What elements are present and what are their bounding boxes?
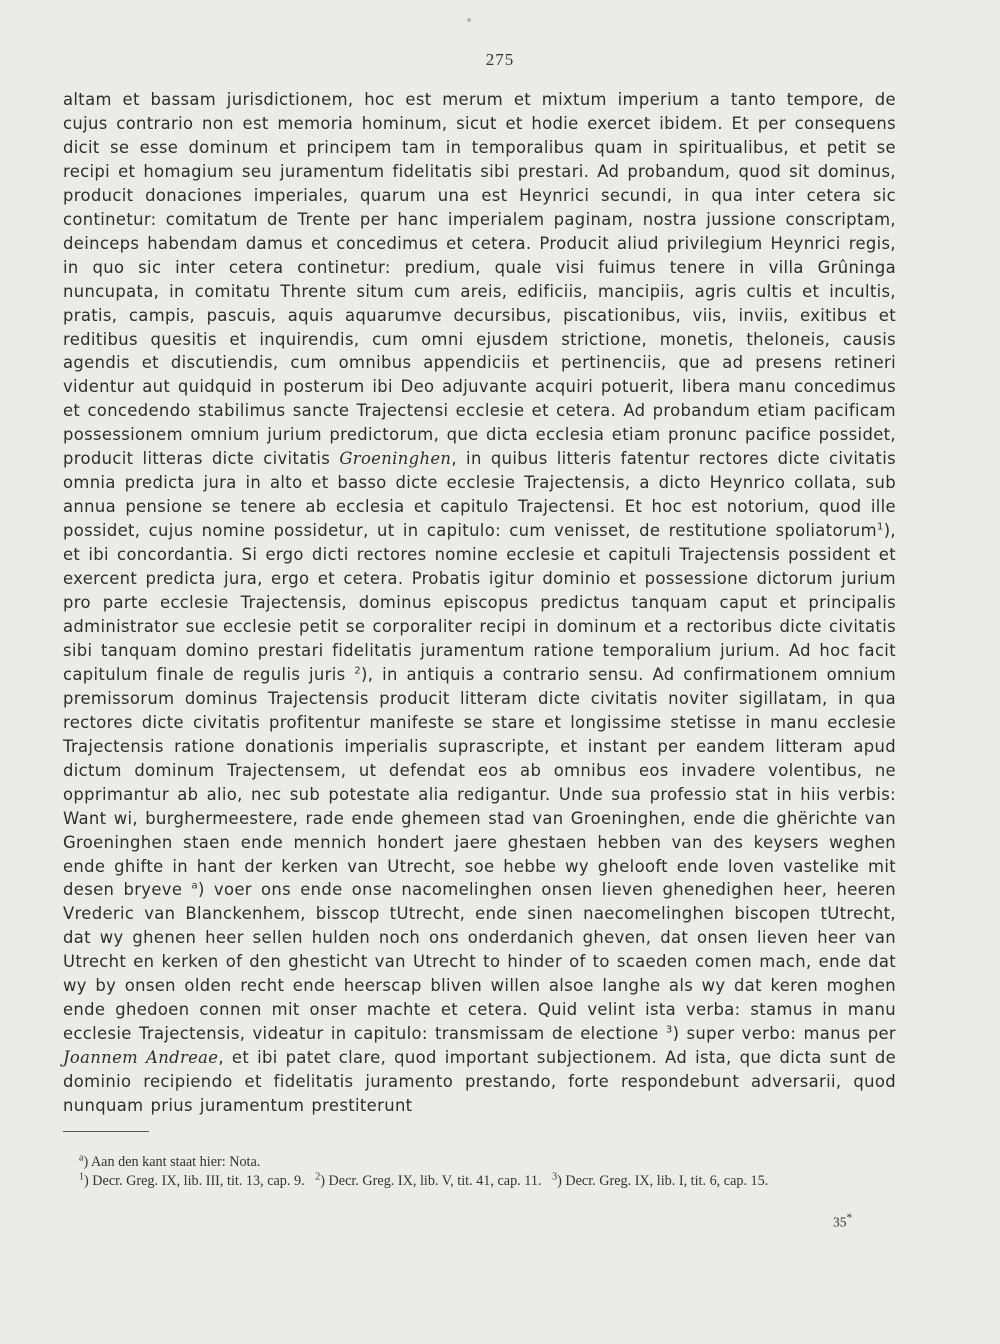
footnote-marker: a [79,1152,84,1164]
page-speck [467,18,471,22]
text-segment: , in quibus litteris fatentur rectores dicte civitatis omnia predicta jura in alto et basso dicte ecclesie Trajectensis, a dicto Heynrico collata, sub annua pensione se tenere ab ecclesia et capitulo Trajectensi. Et hoc est notorium, quod ille possidet, cujus nomine possidetur, ut in capitulo: cum venisset, de restitutione spoliatorum [63,449,896,541]
italic-name-joannem-andreae: Joannem Andreae [63,1048,219,1068]
text-segment: ) voer ons ende onse nacomelinghen onsen lieven ghenedighen heer, heeren Vrederic van Blanckenhem, bisscop tUtrecht, ende sinen naecomelinghen biscopen tUtrecht, dat wy ghenen heer sellen hulden noch ons onderdanich gheven, dat onsen lieven heer van Utrecht en kerken of den ghesticht van Utrecht to hinder of to scaeden comen mach, ende dat wy by onsen olden recht ende heerscap bliven willen alsoe langhe als wy dat keren moghen ende ghedoen connen mit onser machte et cetera. Quid velint ista verba: stamus in manu ecclesie Trajectensis, videatur in capitulo: transmissam de electione [63,880,897,1044]
footnote-ref-a: a [191,880,198,892]
italic-name-groeninghen: Groeninghen [339,449,452,469]
footnote-text: ) Decr. Greg. IX, lib. V, tit. 41, cap. 11. [320,1173,542,1189]
footnote-ref-1: 1 [876,521,884,533]
footnote-marker: 2 [315,1171,321,1183]
footnote-ref-3: 3 [665,1024,673,1036]
footnote-text: ) Decr. Greg. IX, lib. I, tit. 6, cap. 15. [557,1173,769,1189]
signature-asterisk: * [846,1212,853,1224]
footnote-a [63,1153,905,1172]
text-segment: , et ibi patet clare, quod important subjectionem. Ad ista, que dicta sunt de dominio recipiendo et fidelitatis juramento prestando, forte respondebunt adversarii, quod nunquam prius juramentum prestiterunt [63,1048,897,1116]
footnote-marker: 3 [552,1171,558,1183]
footnote-ref-2: 2 [354,665,362,677]
footnotes [63,1153,905,1191]
text-segment: ) super verbo: manus per [672,1024,897,1044]
text-segment: altam et bassam jurisdictionem, hoc est merum et mixtum imperium a tanto tempore, de cujus contrario non est memoria hominum, sicut et hodie exercet ibidem. Et per consequens dicit se esse dominum et principem tam in temporalibus quam in spiritualibus, et petit se recipi et homagium seu juramentum fidelitatis sibi prestari. Ad probandum, quod sit dominus, producit donaciones imperiales, quarum una est Heynrici secundi, in qua inter cetera sic continetur: comitatum de Trente per hanc imperialem paginam, nostra jussione conscriptam, deinceps habendam damus et concedimus et cetera. Producit aliud privilegium Heynrici regis, in quo sic inter cetera continetur: predium, quale visi fuimus tenere in villa Grûninga nuncupata, in comitatu Thrente situm cum areis, edificiis, mancipiis, agris cultis et incultis, pratis, campis, pascuis, aquis aquarumve decursibus, piscationibus, viis, inviis, exitibus et reditibus quesitis et inquirendis, cum omni ejusdem strictione, monetis, theloneis, causis agendis et discutiendis, cum omnibus appendiciis et pertinenciis, que ad presens retineri videntur aut quidquid in posterum ibi Deo adjuvante acquiri potuerit, libera manu concedimus et concedendo stabilimus sancte Trajectensi ecclesie et cetera. Ad probandum etiam pacificam possessionem omnium jurium predictorum, que dicta ecclesia etiam pronunc pacifice possidet, producit litteras dicte civitatis [63,90,896,469]
footnote-numbered [63,1172,905,1191]
footnote-marker: 1 [79,1171,84,1183]
footnote-text: ) Aan den kant staat hier: Nota. [83,1154,261,1170]
signature-mark [833,1212,852,1231]
text-segment: ), et ibi concordantia. Si ergo dicti rectores nomine ecclesie et capituli Trajectensis possident et exercent predicta jura, ergo et cetera. Probatis igitur dominio et possessione dictorum jurium pro parte ecclesie Trajectensis, dominus episcopus predictus tanquam caput et principalis administrator sue ecclesie petit se corporaliter recipi in dominum et a rectoribus dicte civitatis sibi tanquam domino prestari fidelitatis juramentum ratione temporalium jurium. Ad hoc facit capitulum finale de regulis juris [63,521,896,684]
text-segment: ), in antiquis a contrario sensu. Ad confirmationem omnium premissorum dominus Trajectensis producit litteram dicte civitatis noviter sigillatam, in qua rectores dicte civitatis profitentur manifeste se stare et longissime stetisse in manu ecclesie Trajectensis ratione donationis imperialis suprascripte, et instant per eandem litteram apud dictum dominum Trajectensem, ut defendat eos ab omnibus eos invadere volentibus, ne opprimantur ab alio, nec sub potestate alia redigantur. Unde sua professio stat in hiis verbis: Want wi, burghermeestere, rade ende ghemeen stad van Groeninghen, ende die ghërichte van Groeninghen staen ende mennich hondert jaere ghestaen hebben van des keysers weghen ende ghifte in hant der kerken van Utrecht, soe hebbe wy ghelooft ende loven vastelike mit desen bryeve [63,664,897,900]
main-text [63,88,896,1118]
signature-number: 35 [833,1214,847,1230]
page-number: 275 [485,50,515,69]
footnote-divider [63,1131,149,1132]
footnote-text: ) Decr. Greg. IX, lib. III, tit. 13, cap. 9. [84,1173,305,1189]
